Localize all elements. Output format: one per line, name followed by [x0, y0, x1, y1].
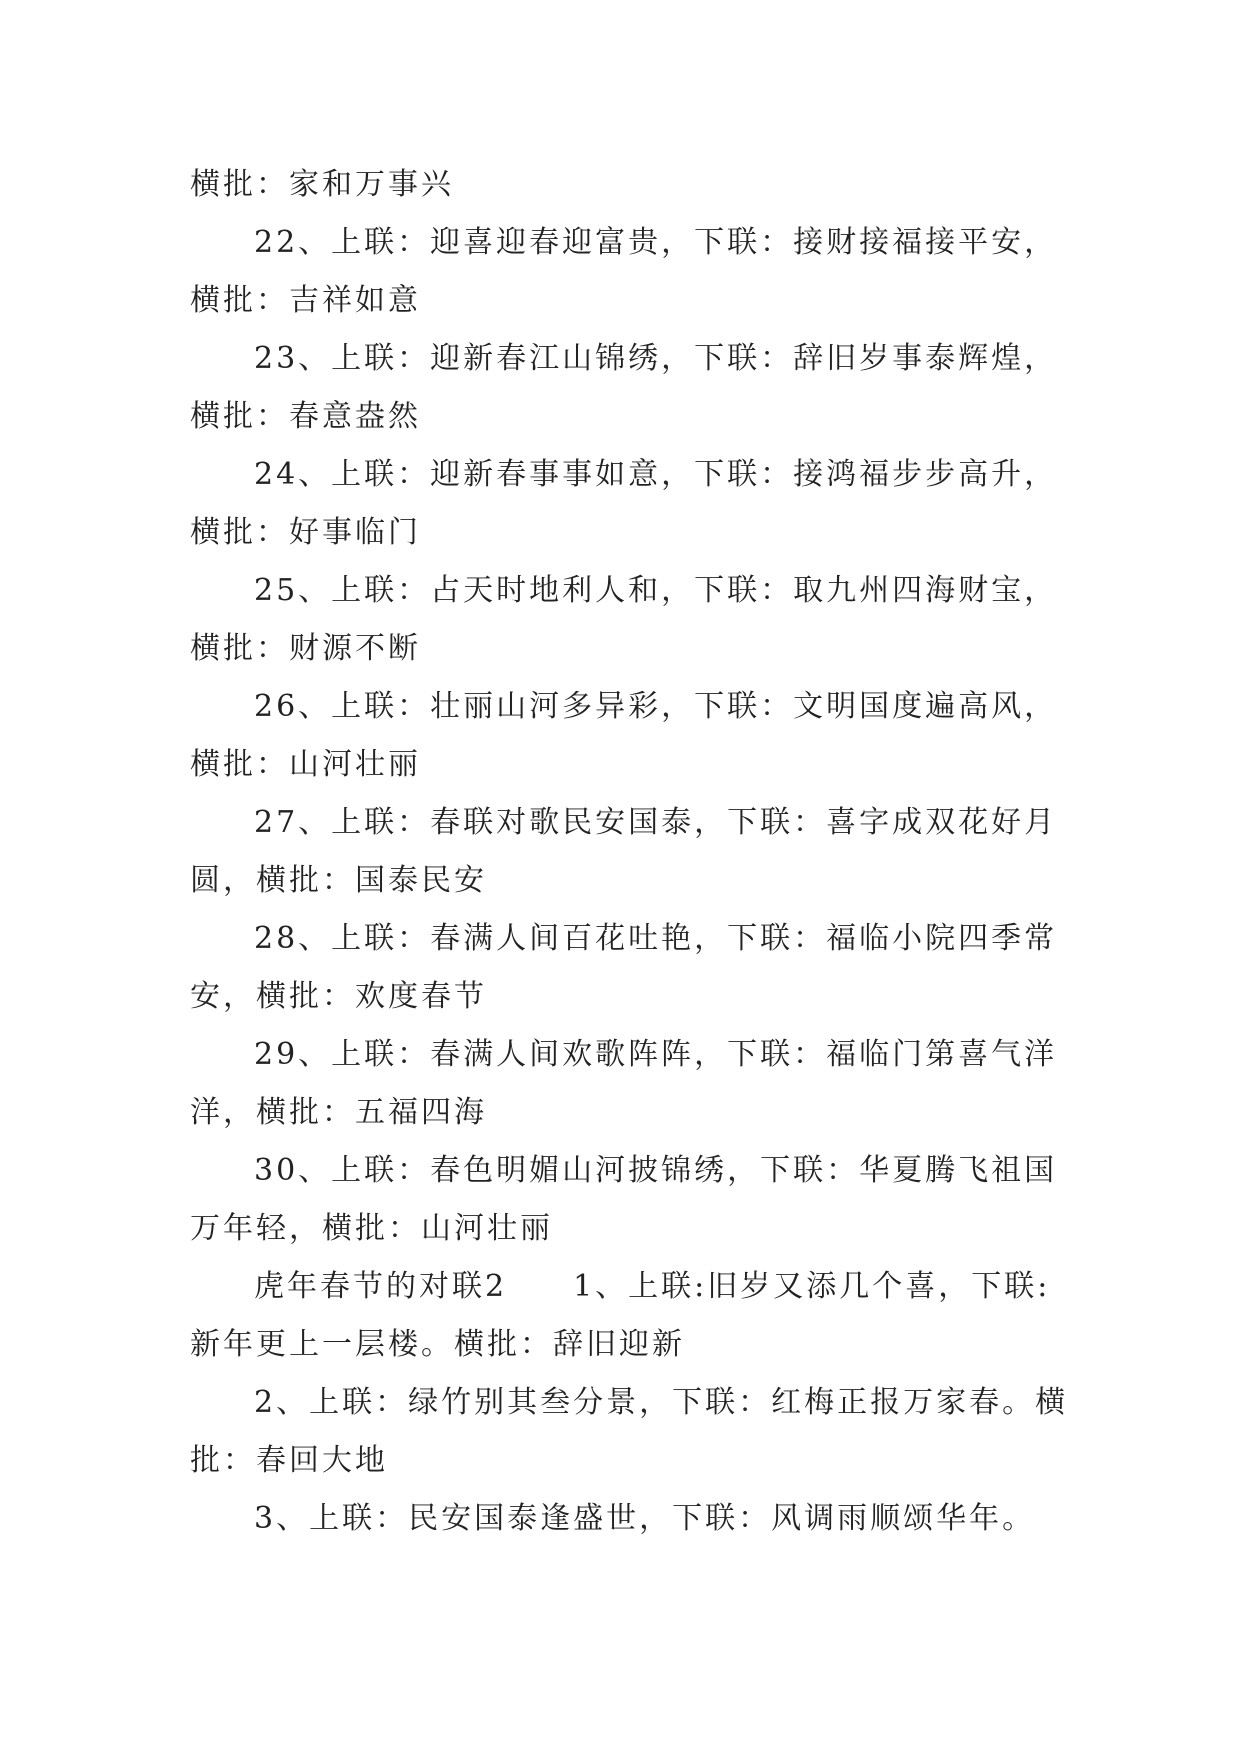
paragraph-11: 虎年春节的对联2 1、上联:旧岁又添几个喜，下联:新年更上一层楼。横批：辞旧迎新 — [190, 1269, 1051, 1362]
paragraph-7: 27、上联：春联对歌民安国泰，下联：喜字成双花好月圆，横批：国泰民安 — [190, 805, 1058, 898]
paragraph-8: 28、上联：春满人间百花吐艳，下联：福临小院四季常安，横批：欢度春节 — [190, 921, 1058, 1014]
paragraph-13: 3、上联：民安国泰逢盛世，下联：风调雨顺颂华年。 — [254, 1501, 1036, 1536]
paragraph-10: 30、上联：春色明媚山河披锦绣，下联：华夏腾飞祖国万年轻，横批：山河壮丽 — [190, 1153, 1058, 1246]
paragraph-12: 2、上联：绿竹别其叁分景，下联：红梅正报万家春。横批：春回大地 — [190, 1385, 1069, 1478]
paragraph-1: 横批：家和万事兴 — [190, 167, 454, 202]
document-page — [190, 156, 1070, 1548]
paragraph-4: 24、上联：迎新春事事如意，下联：接鸿福步步高升，横批：好事临门 — [190, 457, 1058, 550]
paragraph-2: 22、上联：迎喜迎春迎富贵，下联：接财接福接平安，横批：吉祥如意 — [190, 225, 1058, 318]
paragraph-3: 23、上联：迎新春江山锦绣，下联：辞旧岁事泰辉煌，横批：春意盎然 — [190, 341, 1058, 434]
paragraph-5: 25、上联：占天时地利人和，下联：取九州四海财宝，横批：财源不断 — [190, 573, 1058, 666]
paragraph-9: 29、上联：春满人间欢歌阵阵，下联：福临门第喜气洋洋，横批：五福四海 — [190, 1037, 1058, 1130]
paragraph-6: 26、上联：壮丽山河多异彩，下联：文明国度遍高风，横批：山河壮丽 — [190, 689, 1058, 782]
